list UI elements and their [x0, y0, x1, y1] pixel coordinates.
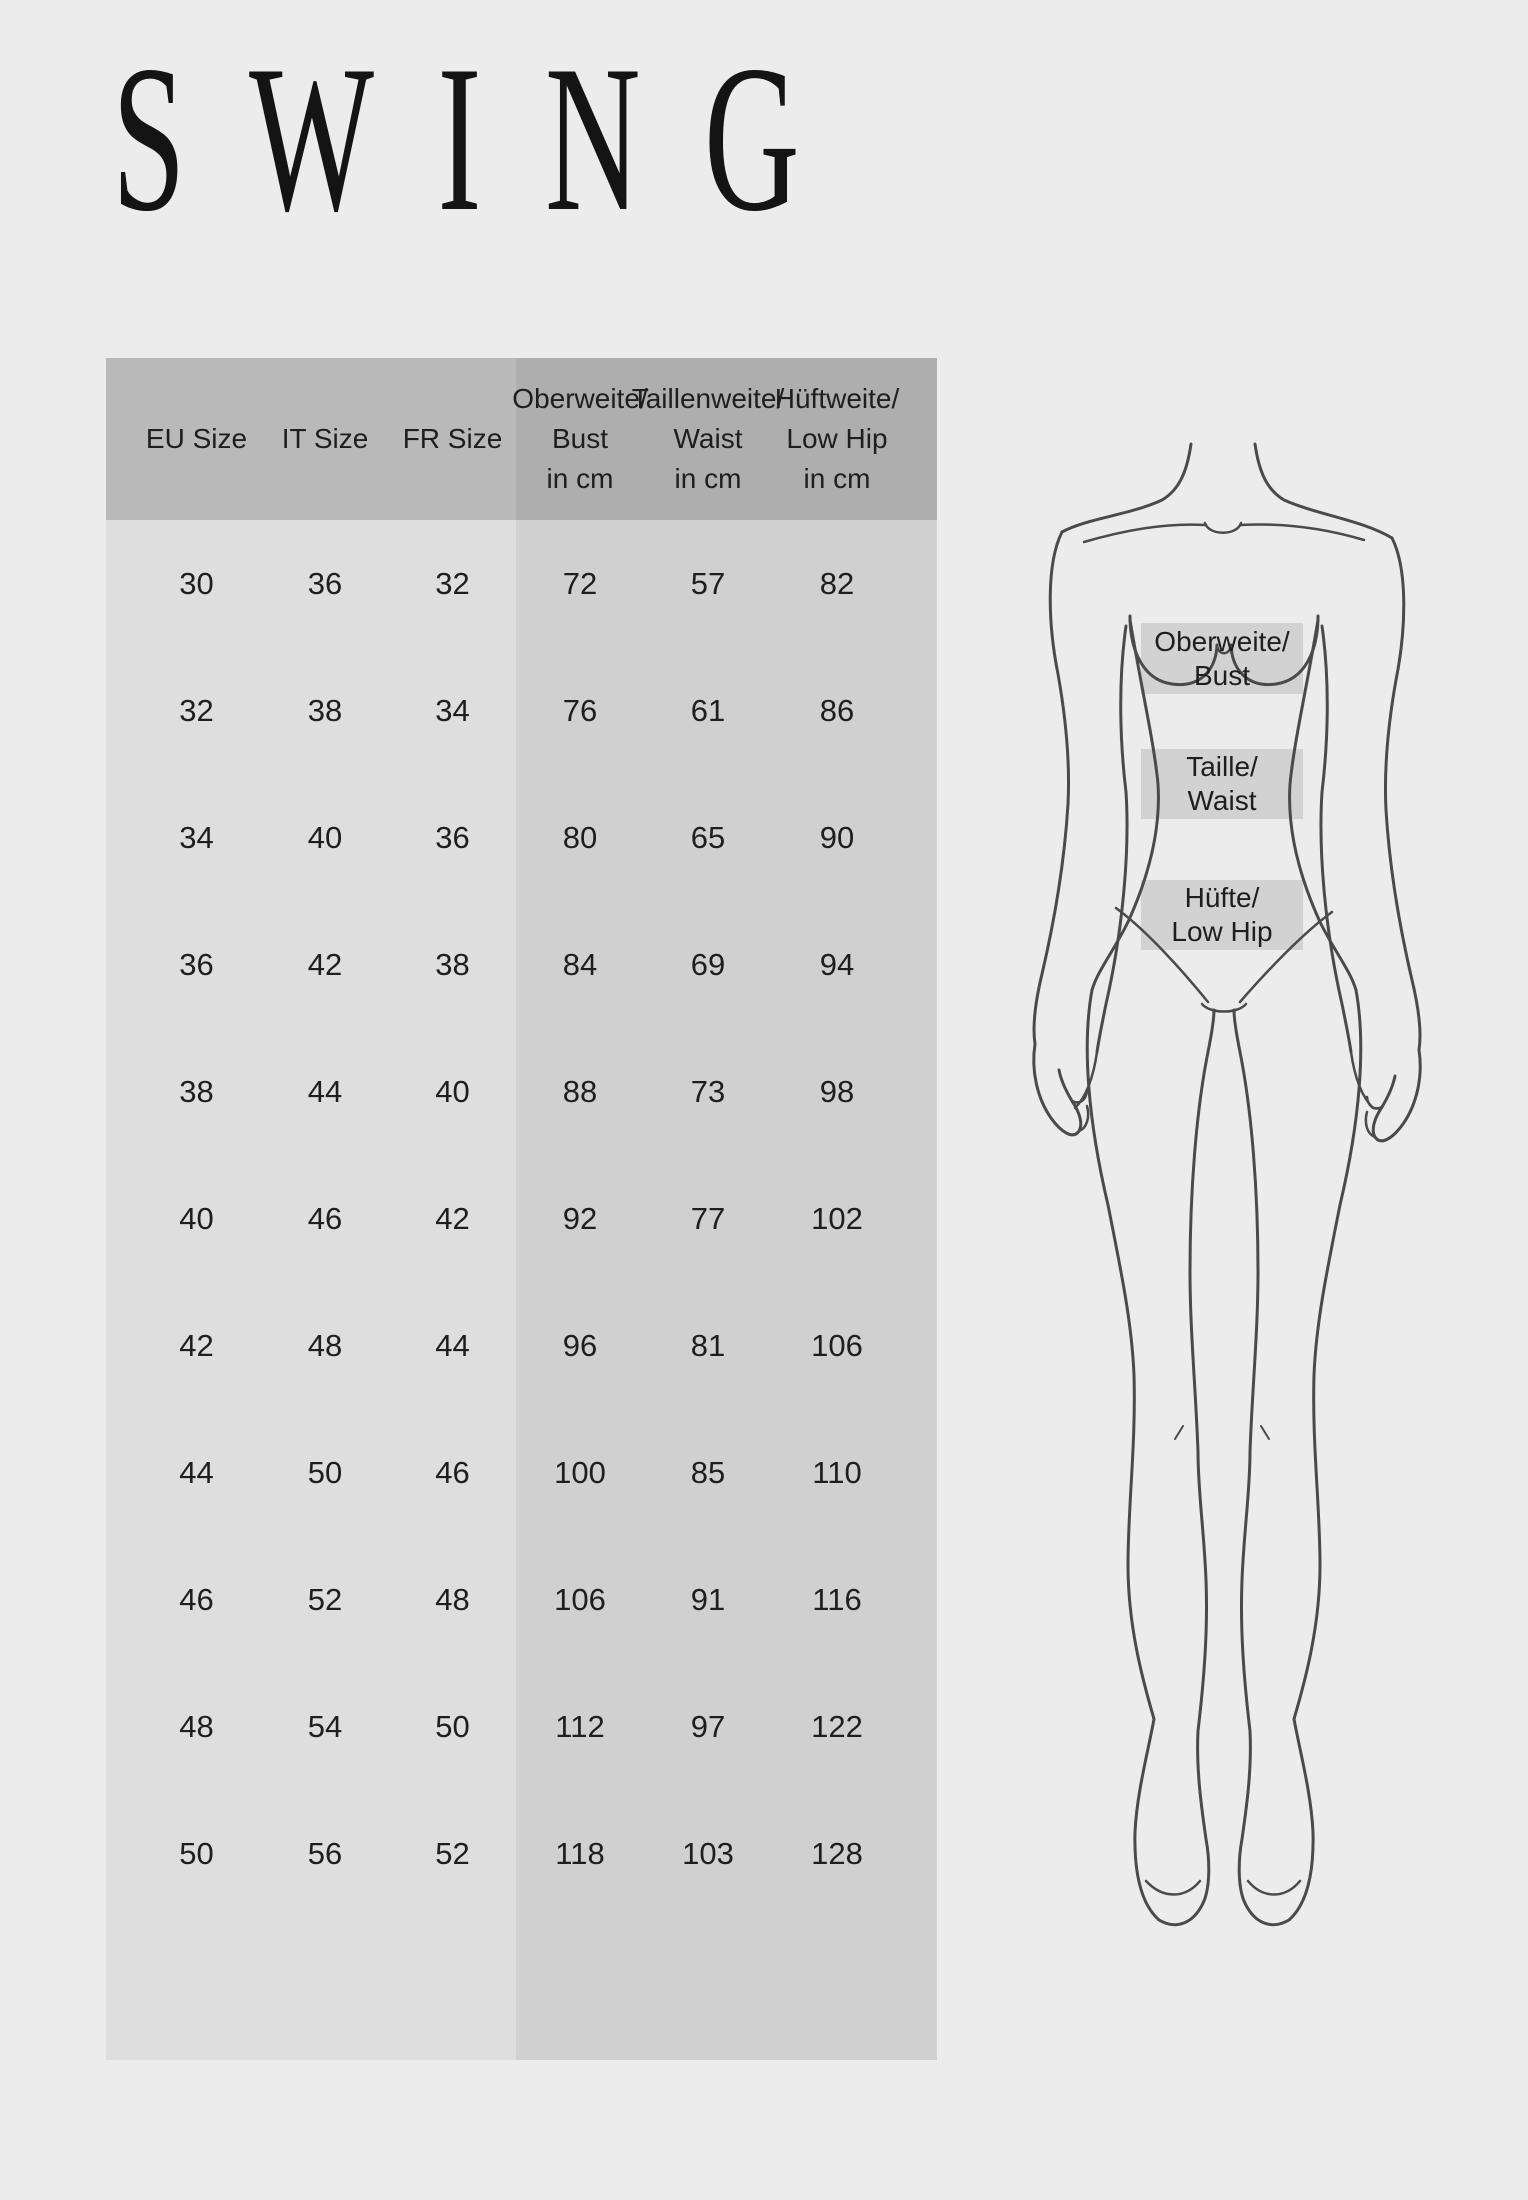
table-cell: 98: [819, 1073, 855, 1109]
table-cell: 61: [690, 692, 726, 728]
table-cell: 52: [307, 1581, 343, 1617]
table-cell: 57: [690, 565, 726, 601]
table-cell: 122: [811, 1708, 863, 1744]
table-cell: 38: [435, 946, 470, 982]
table-cell: 96: [562, 1327, 598, 1363]
table-cell: 85: [690, 1454, 726, 1490]
size-table: [106, 358, 937, 2060]
table-cell: 76: [562, 692, 598, 728]
brand-logo: SWING: [112, 23, 864, 255]
header-line: Hüftweite/: [774, 383, 900, 414]
table-cell: 38: [179, 1073, 214, 1109]
table-cell: 50: [435, 1708, 470, 1744]
table-cell: 81: [690, 1327, 726, 1363]
table-cell: 44: [179, 1454, 214, 1490]
table-cell: 40: [307, 819, 343, 855]
header-line: in cm: [674, 463, 742, 494]
header-line: EU Size: [145, 423, 248, 454]
table-cell: 46: [307, 1200, 343, 1236]
table-cell: 48: [435, 1581, 470, 1617]
table-cell: 40: [179, 1200, 214, 1236]
table-cell: 112: [555, 1708, 605, 1744]
table-cell: 116: [812, 1581, 862, 1617]
table-cell: 56: [307, 1835, 343, 1871]
table-cell: 44: [307, 1073, 343, 1109]
table-cell: 82: [819, 565, 855, 601]
table-cell: 73: [690, 1073, 726, 1109]
table-cell: 32: [179, 692, 214, 728]
table-cell: 118: [555, 1835, 605, 1871]
low-hip-measurement-label: [1141, 880, 1303, 950]
header-line: Taillenweite/: [631, 383, 785, 414]
header-line: Bust: [551, 423, 609, 454]
table-cell: 128: [811, 1835, 863, 1871]
table-cell: 34: [179, 819, 214, 855]
table-cell: 94: [819, 946, 855, 982]
column-header-waist: [631, 358, 785, 520]
header-line: Oberweite/: [512, 383, 648, 414]
header-line: in cm: [803, 463, 871, 494]
table-cell: 86: [819, 692, 855, 728]
table-cell: 97: [690, 1708, 726, 1744]
header-line: FR Size: [402, 423, 503, 454]
label-line: Bust: [1193, 659, 1251, 691]
table-body: [106, 520, 937, 1917]
table-cell: 32: [435, 565, 470, 601]
table-cell: 48: [307, 1327, 343, 1363]
waist-measurement-label: [1141, 749, 1303, 819]
table-cell: 100: [554, 1454, 606, 1490]
table-cell: 72: [562, 565, 598, 601]
table-cell: 42: [307, 946, 343, 982]
header-line: Waist: [673, 423, 743, 454]
header-line: IT Size: [281, 423, 369, 454]
table-cell: 102: [811, 1200, 863, 1236]
table-cell: 36: [435, 819, 470, 855]
table-cell: 91: [690, 1581, 726, 1617]
table-cell: 44: [435, 1327, 470, 1363]
column-header-it-size: [261, 358, 389, 520]
label-line: Hüfte/: [1184, 882, 1260, 913]
table-cell: 42: [179, 1327, 214, 1363]
table-cell: 42: [435, 1200, 470, 1236]
table-cell: 106: [554, 1581, 606, 1617]
label-line: Oberweite/: [1154, 625, 1290, 657]
table-cell: 54: [307, 1708, 343, 1744]
table-cell: 48: [179, 1708, 214, 1744]
table-cell: 106: [811, 1327, 863, 1363]
bust-measurement-label: [1141, 623, 1303, 694]
table-cell: 52: [435, 1835, 470, 1871]
table-cell: 50: [179, 1835, 214, 1871]
table-cell: 50: [307, 1454, 343, 1490]
table-cell: 30: [179, 565, 214, 601]
table-cell: 40: [435, 1073, 470, 1109]
table-cell: 46: [179, 1581, 214, 1617]
header-line: Low Hip: [786, 423, 888, 454]
label-line: Low Hip: [1171, 916, 1273, 947]
table-cell: 69: [690, 946, 726, 982]
table-cell: 34: [435, 692, 470, 728]
table-cell: 77: [690, 1200, 726, 1236]
column-header-bust: [512, 358, 648, 520]
table-cell: 103: [682, 1835, 734, 1871]
column-header-eu-size: [106, 358, 261, 520]
table-cell: 36: [307, 565, 343, 601]
column-header-low-hip: [772, 358, 937, 520]
table-cell: 36: [179, 946, 214, 982]
body-measurement-figure: [1020, 430, 1460, 1930]
label-line: Taille/: [1186, 751, 1258, 782]
label-line: Waist: [1187, 785, 1257, 816]
table-cell: 65: [690, 819, 726, 855]
table-cell: 84: [562, 946, 598, 982]
table-cell: 110: [812, 1454, 862, 1490]
table-cell: 38: [307, 692, 343, 728]
table-header-row: [106, 358, 937, 520]
table-cell: 80: [562, 819, 598, 855]
table-cell: 46: [435, 1454, 470, 1490]
column-header-fr-size: [389, 358, 516, 520]
table-cell: 88: [562, 1073, 598, 1109]
table-cell: 92: [562, 1200, 598, 1236]
header-line: in cm: [546, 463, 614, 494]
table-cell: 90: [819, 819, 855, 855]
